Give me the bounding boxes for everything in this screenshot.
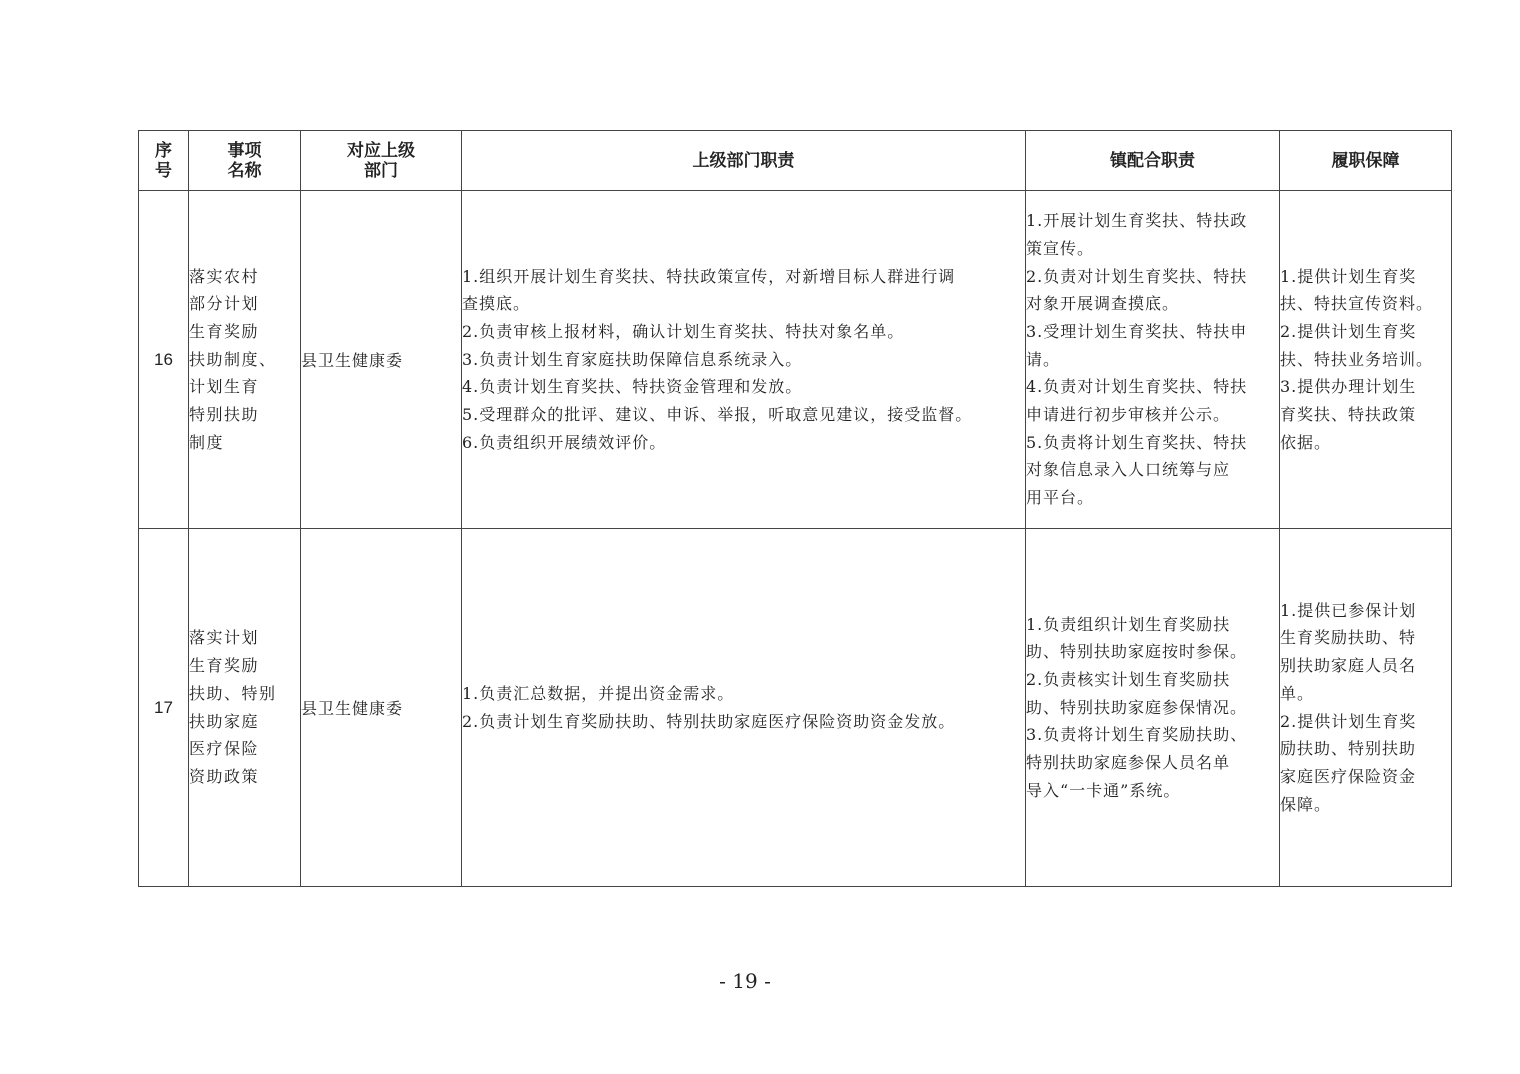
row-town-duties: 1.开展计划生育奖扶、特扶政 策宣传。 2.负责对计划生育奖扶、特扶 对象开展调查摸底。 3.受理计划生育奖扶、特扶申 请。 4.负责对计划生育奖扶、特扶 申请进行初步审核并公示。 5.负责将计划生育奖扶、特扶 对象信息录入人口统筹与应 用平台。 xyxy=(1026,191,1280,529)
header-row xyxy=(139,131,1452,191)
row-town-duties: 1.负责组织计划生育奖励扶 助、特别扶助家庭按时参保。 2.负责核实计划生育奖励扶 助、特别扶助家庭参保情况。 3.负责将计划生育奖励扶助、 特别扶助家庭参保人员名单 导入“一卡通”系统。 xyxy=(1026,529,1280,887)
header-town-duties: 镇配合职责 xyxy=(1026,131,1280,191)
table-row xyxy=(139,191,1452,529)
row-upper-duties: 1.组织开展计划生育奖扶、特扶政策宣传，对新增目标人群进行调 查摸底。 2.负责审核上报材料，确认计划生育奖扶、特扶对象名单。 3.负责计划生育家庭扶助保障信息系统录入。 4.负责计划生育奖扶、特扶资金管理和发放。 5.受理群众的批评、建议、申诉、举报，听取意见建议，接受监督。 6.负责组织开展绩效评价。 xyxy=(462,191,1026,529)
table-header xyxy=(139,131,1452,191)
row-dept: 县卫生健康委 xyxy=(301,191,462,529)
row-seq: 16 xyxy=(139,191,189,529)
row-guarantee: 1.提供计划生育奖 扶、特扶宣传资料。 2.提供计划生育奖 扶、特扶业务培训。 3.提供办理计划生 育奖扶、特扶政策 依据。 xyxy=(1280,191,1452,529)
row-guarantee: 1.提供已参保计划 生育奖励扶助、特 别扶助家庭人员名 单。 2.提供计划生育奖 励扶助、特别扶助 家庭医疗保险资金 保障。 xyxy=(1280,529,1452,887)
row-seq: 17 xyxy=(139,529,189,887)
header-item-name: 事项 名称 xyxy=(189,131,301,191)
row-upper-duties: 1.负责汇总数据，并提出资金需求。 2.负责计划生育奖励扶助、特别扶助家庭医疗保险资助资金发放。 xyxy=(462,529,1026,887)
row-item-name: 落实农村 部分计划 生育奖励 扶助制度、 计划生育 特别扶助 制度 xyxy=(189,191,301,529)
page-number: - 19 - xyxy=(719,969,771,993)
table-row xyxy=(139,529,1452,887)
duty-table xyxy=(138,130,1452,887)
row-dept: 县卫生健康委 xyxy=(301,529,462,887)
header-upper-dept: 对应上级 部门 xyxy=(301,131,462,191)
header-upper-duties: 上级部门职责 xyxy=(462,131,1026,191)
header-guarantee: 履职保障 xyxy=(1280,131,1452,191)
header-seq: 序 号 xyxy=(139,131,189,191)
row-item-name: 落实计划 生育奖励 扶助、特别 扶助家庭 医疗保险 资助政策 xyxy=(189,529,301,887)
